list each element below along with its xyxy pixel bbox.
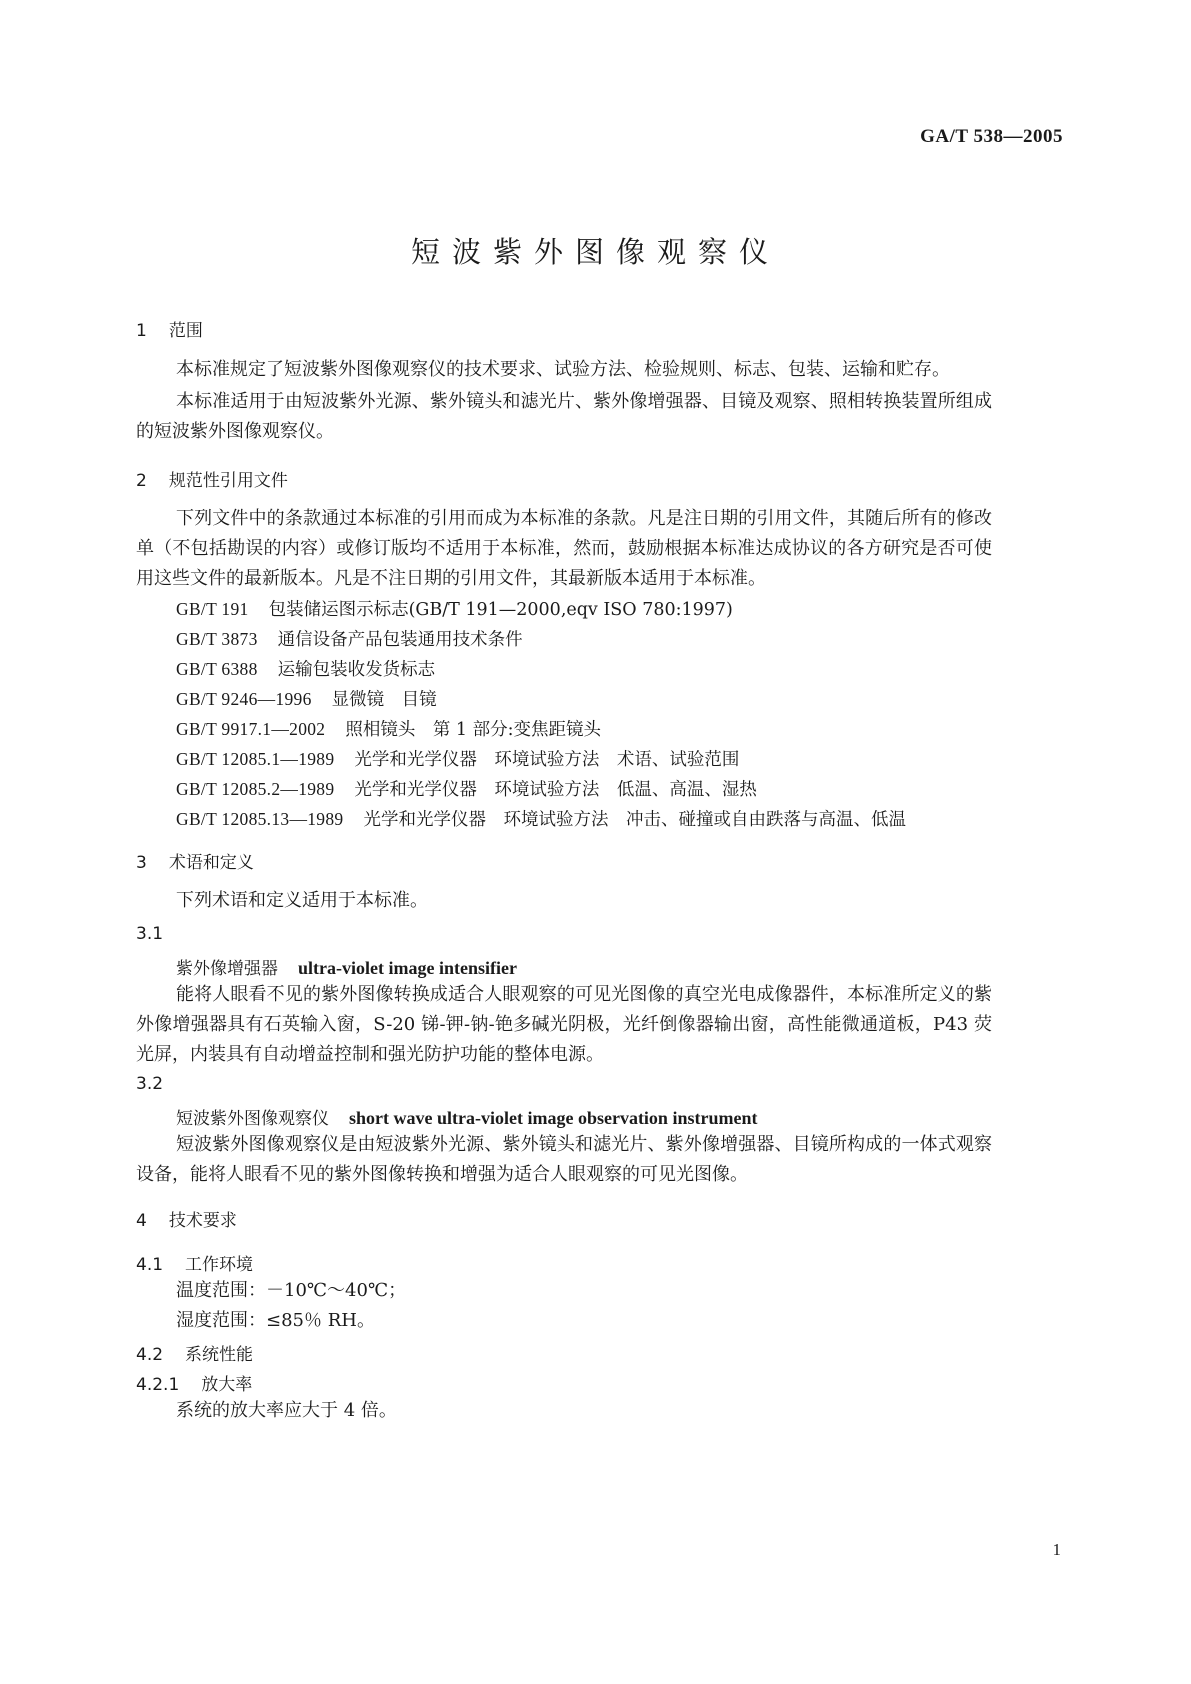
reference-item: GB/T 9246—1996 显微镜 目镜 — [176, 689, 437, 710]
section-2-heading — [136, 466, 288, 491]
paragraph: 湿度范围：≤85％ RH。 — [176, 1310, 375, 1331]
section-1-heading — [136, 316, 203, 341]
section-title: 术语和定义 — [168, 853, 254, 873]
section-title: 规范性引用文件 — [168, 471, 288, 491]
paragraph: 下列文件中的条款通过本标准的引用而成为本标准的条款。凡是注日期的引用文件，其随后所有的修改单（不包括勘误的内容）或修订版均不适用于本标准，然而，鼓励根据本标准达成协议的各方研究是否可使用这些文件的最新版本。凡是不注日期的引用文件，其最新版本适用于本标准。 — [136, 508, 992, 589]
paragraph: 本标准适用于由短波紫外光源、紫外镜头和滤光片、紫外像增强器、目镜及观察、照相转换装置所组成的短波紫外图像观察仪。 — [136, 391, 992, 442]
clause-4-1-heading: 4.1 工作环境 — [136, 1255, 254, 1275]
term-definition: 能将人眼看不见的紫外图像转换成适合人眼观察的可见光图像的真空光电成像器件，本标准所定义的紫外像增强器具有石英输入窗，S-20 锑-钾-钠-铯多碱光阴极，光纤倒像器输出窗，高性能微通道板，P43 荧光屏，内装具有自动增益控制和强光防护功能的整体电源。 — [136, 984, 992, 1065]
term-heading: 短波紫外图像观察仪 short wave ultra-violet image observation instrument — [176, 1108, 758, 1129]
page-number: 1 — [1052, 1540, 1061, 1559]
section-3-heading — [136, 848, 254, 873]
paragraph: 本标准规定了短波紫外图像观察仪的技术要求、试验方法、检验规则、标志、包装、运输和贮存。 — [176, 359, 950, 380]
reference-item: GB/T 12085.1—1989 光学和光学仪器 环境试验方法 术语、试验范围 — [176, 749, 740, 770]
section-number: 4 — [136, 1211, 147, 1231]
clause-number: 3.2 — [136, 1074, 164, 1094]
section-number: 2 — [136, 471, 147, 491]
reference-item: GB/T 12085.2—1989 光学和光学仪器 环境试验方法 低温、高温、湿热 — [176, 779, 757, 800]
section-title: 范围 — [168, 321, 203, 341]
term-heading: 紫外像增强器 ultra-violet image intensifier — [176, 958, 517, 979]
reference-item: GB/T 9917.1—2002 照相镜头 第 1 部分:变焦距镜头 — [176, 719, 602, 740]
reference-item: GB/T 6388 运输包装收发货标志 — [176, 659, 436, 680]
paragraph: 下列术语和定义适用于本标准。 — [176, 890, 428, 911]
section-4-heading — [136, 1206, 237, 1231]
paragraph: 温度范围：－10℃～40℃； — [176, 1280, 407, 1301]
clause-number: 3.1 — [136, 924, 164, 944]
reference-item: GB/T 12085.13—1989 光学和光学仪器 环境试验方法 冲击、碰撞或自由跌落与高温、低温 — [176, 809, 906, 830]
clause-4-2-heading: 4.2 系统性能 — [136, 1345, 254, 1365]
section-number: 1 — [136, 321, 147, 341]
paragraph: 系统的放大率应大于 4 倍。 — [176, 1400, 397, 1421]
term-definition: 短波紫外图像观察仪是由短波紫外光源、紫外镜头和滤光片、紫外像增强器、目镜所构成的一体式观察设备，能将人眼看不见的紫外图像转换和增强为适合人眼观察的可见光图像。 — [136, 1134, 992, 1185]
reference-item: GB/T 3873 通信设备产品包装通用技术条件 — [176, 629, 523, 650]
standard-number: GA/T 538—2005 — [920, 126, 1063, 147]
document-title: 短波紫外图像观察仪 — [410, 235, 780, 269]
clause-4-2-1-heading: 4.2.1 放大率 — [136, 1375, 253, 1395]
section-title: 技术要求 — [168, 1211, 237, 1231]
section-number: 3 — [136, 853, 147, 873]
reference-item: GB/T 191 包装储运图示标志(GB/T 191—2000,eqv ISO 780:1997) — [176, 599, 733, 620]
